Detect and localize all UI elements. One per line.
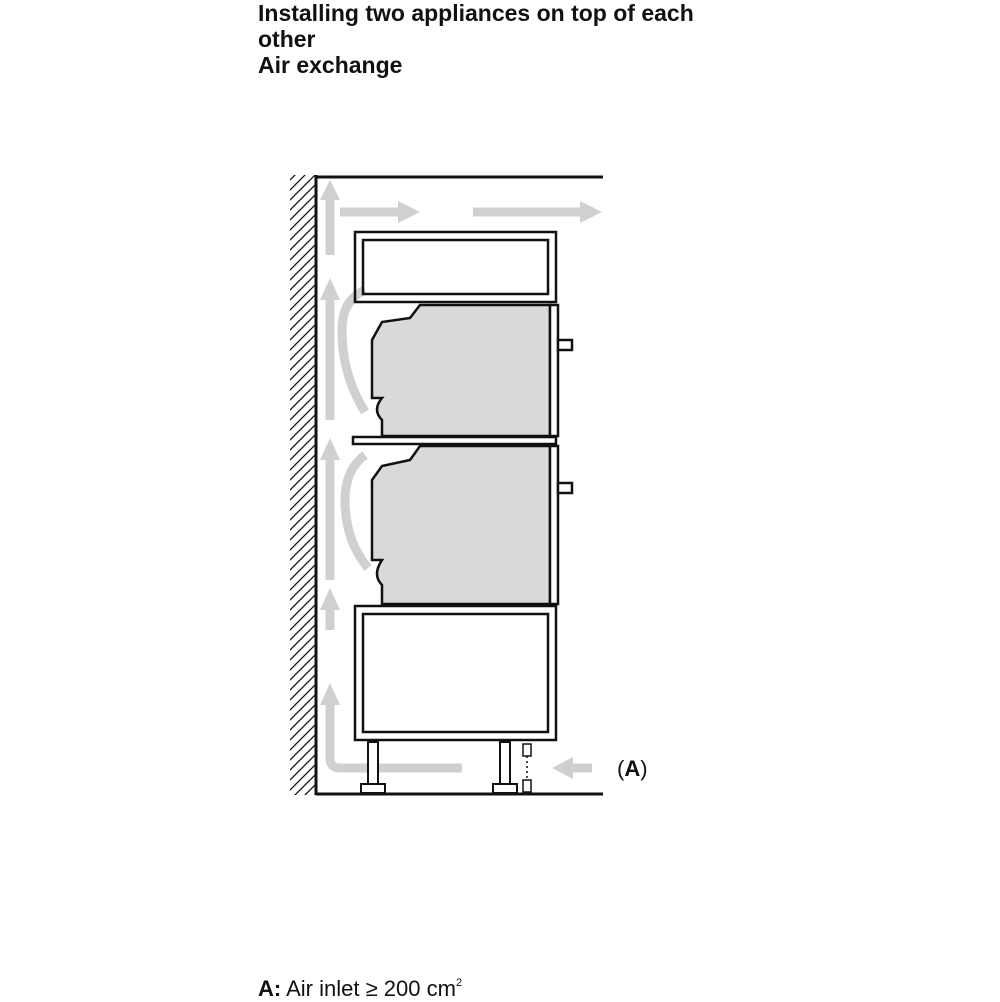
top-cabinet <box>355 232 556 302</box>
wall <box>290 175 316 795</box>
lower-oven-column-head <box>320 438 340 460</box>
inlet-arrow-head <box>552 757 573 779</box>
air-inlet-label-open-paren: ( <box>617 756 625 781</box>
exhaust-arrow-2-head <box>580 201 602 223</box>
bottom-cabinet-outer <box>355 606 556 740</box>
middle-shelf <box>353 437 556 444</box>
plinth-bottom <box>523 780 531 792</box>
left-foot-pad <box>361 784 385 793</box>
upper-oven-knob <box>558 340 572 350</box>
top-cabinet-inner <box>363 240 548 294</box>
footnote-superscript: 2 <box>455 977 463 989</box>
top-column-head <box>320 180 340 200</box>
lower-oven-body <box>372 446 550 604</box>
bottom-cabinet-inner <box>363 614 548 732</box>
footnote-key: A: <box>258 976 282 1001</box>
floor-airflow-head <box>320 683 340 705</box>
heading-line-1: Installing two appliances on top of each <box>258 0 694 26</box>
plinth <box>523 744 531 792</box>
air-inlet-label <box>617 756 648 781</box>
lower-oven-swirl <box>345 455 368 568</box>
floor-airflow-path <box>330 705 462 768</box>
wall-hatching <box>290 175 316 795</box>
legend-footnote <box>258 976 462 1002</box>
footnote-text: Air inlet ≥ 200 cm <box>286 976 456 1001</box>
heading-line-2: other <box>258 26 316 52</box>
upper-oven-swirl <box>342 290 365 412</box>
exhaust-arrow-1-head <box>398 201 420 223</box>
upper-oven-door <box>550 305 558 436</box>
lower-oven-door <box>550 446 558 604</box>
upper-oven-column-head <box>320 278 340 300</box>
right-foot-pad <box>493 784 517 793</box>
lower-gap-head <box>320 588 340 610</box>
bottom-cabinet <box>355 606 556 740</box>
upper-oven-body <box>372 305 550 436</box>
lower-oven-knob <box>558 483 572 493</box>
top-cabinet-outer <box>355 232 556 302</box>
left-foot-leg <box>368 742 378 784</box>
lower-oven <box>372 446 572 604</box>
air-inlet-label-letter: A <box>624 756 641 781</box>
heading-line-3: Air exchange <box>258 52 403 78</box>
air-inlet-label-close-paren: ) <box>640 756 648 781</box>
plinth-top <box>523 744 531 756</box>
upper-oven <box>372 305 572 436</box>
right-foot-leg <box>500 742 510 784</box>
